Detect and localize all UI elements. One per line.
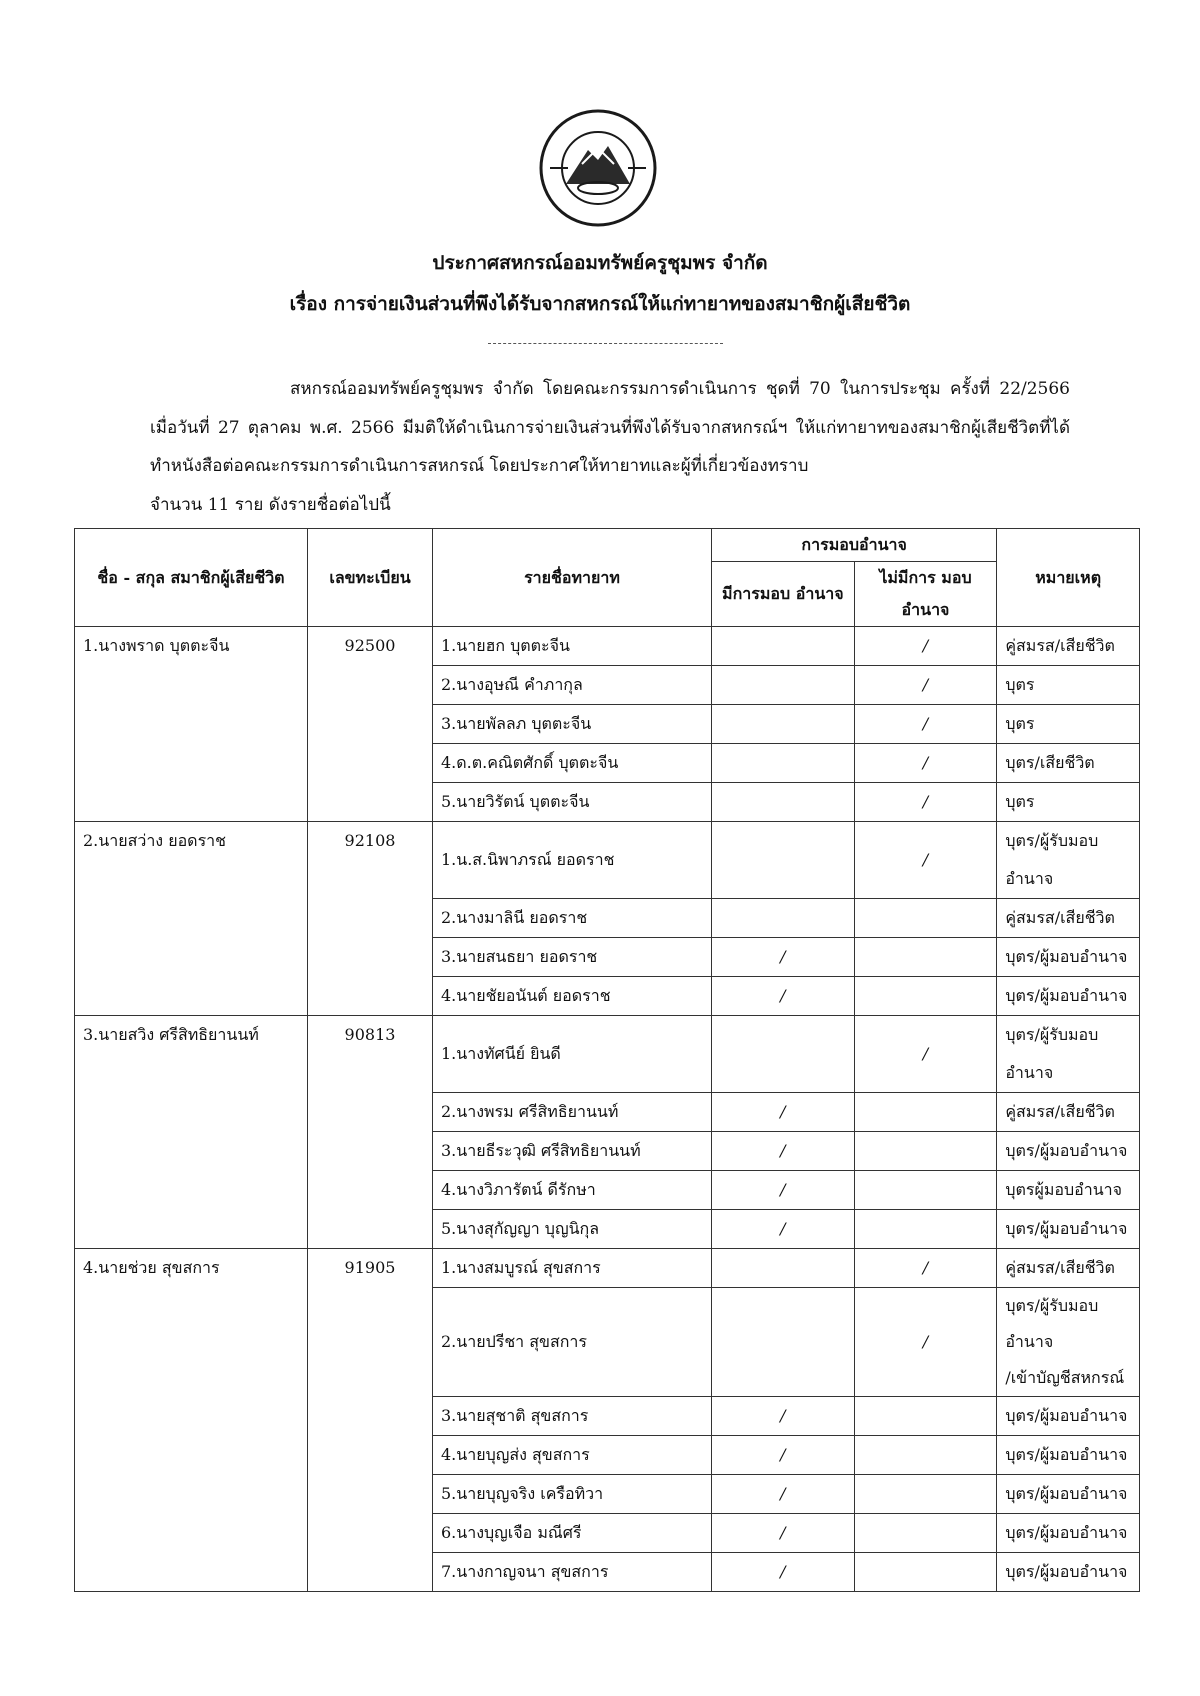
- table-row: [75, 1249, 1140, 1288]
- heir-remark: บุตร/ผู้มอบอำนาจ: [997, 1436, 1140, 1475]
- poa-no-mark: /: [854, 627, 997, 666]
- heir-remark: บุตร/ผู้มอบอำนาจ: [997, 1553, 1140, 1592]
- heir-name: 2.นางอุษณี คำภากุล: [433, 666, 712, 705]
- poa-yes-mark: [712, 899, 855, 938]
- heir-name: 3.นายสุชาติ สุขสการ: [433, 1397, 712, 1436]
- heir-remark: บุตร/ผู้รับมอบอำนาจ: [997, 822, 1140, 899]
- announcement-title: ประกาศสหกรณ์ออมทรัพย์ครูชุมพร จำกัด: [432, 252, 768, 274]
- poa-yes-mark: /: [712, 1436, 855, 1475]
- poa-yes-mark: [712, 666, 855, 705]
- cooperative-seal-logo: [538, 108, 658, 228]
- member-reg-no: 92108: [308, 822, 433, 1016]
- poa-no-mark: [854, 938, 997, 977]
- poa-yes-mark: [712, 1249, 855, 1288]
- member-name: 3.นายสวิง ศรีสิทธิยานนท์: [75, 1016, 308, 1249]
- heir-name: 2.นายปรีชา สุขสการ: [433, 1288, 712, 1397]
- announcement-subject: เรื่อง การจ่ายเงินส่วนที่พึงได้รับจากสหกรณ์ให้แก่ทายาทของสมาชิกผู้เสียชีวิต: [289, 293, 911, 315]
- member-name: 1.นางพราด บุตตะจีน: [75, 627, 308, 822]
- poa-no-mark: /: [854, 1016, 997, 1093]
- poa-yes-mark: /: [712, 1093, 855, 1132]
- heir-remark: บุตร/ผู้มอบอำนาจ: [997, 1475, 1140, 1514]
- header-poa-group: การมอบอำนาจ: [712, 529, 997, 562]
- poa-no-mark: /: [854, 705, 997, 744]
- heir-name: 1.น.ส.นิพาภรณ์ ยอดราช: [433, 822, 712, 899]
- header-member: ชื่อ - สกุล สมาชิกผู้เสียชีวิต: [75, 529, 308, 627]
- header-remark: หมายเหตุ: [997, 529, 1140, 627]
- heir-name: 3.นายสนธยา ยอดราช: [433, 938, 712, 977]
- header-heirs: รายชื่อทายาท: [433, 529, 712, 627]
- heir-name: 5.นางสุกัญญา บุญนิกุล: [433, 1210, 712, 1249]
- header-poa-no: ไม่มีการ มอบอำนาจ: [854, 562, 997, 627]
- poa-no-mark: [854, 1132, 997, 1171]
- poa-no-mark: /: [854, 1249, 997, 1288]
- member-reg-no: 90813: [308, 1016, 433, 1249]
- heir-name: 5.นายวิรัตน์ บุตตะจีน: [433, 783, 712, 822]
- member-name: 4.นายช่วย สุขสการ: [75, 1249, 308, 1592]
- poa-yes-mark: /: [712, 977, 855, 1016]
- table-row: [75, 627, 1140, 666]
- poa-yes-mark: /: [712, 938, 855, 977]
- heir-remark: บุตร/ผู้มอบอำนาจ: [997, 1397, 1140, 1436]
- heir-name: 1.นายฮก บุตตะจีน: [433, 627, 712, 666]
- heir-name: 3.นายพัลลภ บุตตะจีน: [433, 705, 712, 744]
- poa-no-mark: [854, 977, 997, 1016]
- heir-name: 2.นางพรม ศรีสิทธิยานนท์: [433, 1093, 712, 1132]
- heir-name: 4.นายชัยอนันต์ ยอดราช: [433, 977, 712, 1016]
- heir-name: 3.นายธีระวุฒิ ศรีสิทธิยานนท์: [433, 1132, 712, 1171]
- heir-remark: คู่สมรส/เสียชีวิต: [997, 1093, 1140, 1132]
- member-name: 2.นายสว่าง ยอดราช: [75, 822, 308, 1016]
- heir-remark: [997, 1288, 1140, 1397]
- poa-yes-mark: [712, 744, 855, 783]
- heir-name: 5.นายบุญจริง เครือทิวา: [433, 1475, 712, 1514]
- poa-yes-mark: [712, 822, 855, 899]
- poa-yes-mark: [712, 783, 855, 822]
- poa-yes-mark: /: [712, 1553, 855, 1592]
- heir-name: 1.นางทัศนีย์ ยินดี: [433, 1016, 712, 1093]
- heir-remark: บุตร/ผู้มอบอำนาจ: [997, 1132, 1140, 1171]
- poa-no-mark: [854, 1436, 997, 1475]
- heir-name: 7.นางกาญจนา สุขสการ: [433, 1553, 712, 1592]
- table-row: [75, 822, 1140, 899]
- poa-no-mark: [854, 1171, 997, 1210]
- heirs-table: [74, 528, 1140, 1592]
- heir-remark: บุตร/เสียชีวิต: [997, 744, 1140, 783]
- heir-name: 4.นายบุญส่ง สุขสการ: [433, 1436, 712, 1475]
- heir-remark: บุตร: [997, 783, 1140, 822]
- header-poa-yes: มีการมอบ อำนาจ: [712, 562, 855, 627]
- member-reg-no: 92500: [308, 627, 433, 822]
- heir-name: 1.นางสมบูรณ์ สุขสการ: [433, 1249, 712, 1288]
- heir-remark: บุตร: [997, 666, 1140, 705]
- header-reg-no: เลขทะเบียน: [308, 529, 433, 627]
- heir-remark-line1: บุตร/ผู้รับมอบอำนาจ: [1005, 1296, 1099, 1351]
- poa-yes-mark: /: [712, 1475, 855, 1514]
- poa-yes-mark: /: [712, 1210, 855, 1249]
- title-divider: [488, 343, 723, 344]
- heir-remark: บุตร/ผู้มอบอำนาจ: [997, 938, 1140, 977]
- heir-remark: บุตร/ผู้มอบอำนาจ: [997, 1210, 1140, 1249]
- poa-no-mark: [854, 1553, 997, 1592]
- poa-no-mark: /: [854, 744, 997, 783]
- poa-no-mark: [854, 1093, 997, 1132]
- body-paragraph: สหกรณ์ออมทรัพย์ครูชุมพร จำกัด โดยคณะกรรมการดำเนินการ ชุดที่ 70 ในการประชุม ครั้งที่ 22/2566 เมื่อวันที่ 27 ตุลาคม พ.ศ. 2566 มีมติให้ดำเนินการจ่ายเงินส่วนที่พึงได้รับจากสหกรณ์ฯ ให้แก่ทายาทของสมาชิกผู้เสียชีวิตที่ได้ทำหนังสือต่อคณะกรรมการดำเนินการสหกรณ์ โดยประกาศให้ทายาทและผู้ที่เกี่ยวข้องทราบ: [150, 379, 1070, 476]
- poa-no-mark: /: [854, 783, 997, 822]
- poa-no-mark: /: [854, 822, 997, 899]
- poa-no-mark: [854, 899, 997, 938]
- heir-remark-line2: /เข้าบัญชีสหกรณ์: [1005, 1368, 1125, 1387]
- member-reg-no: 91905: [308, 1249, 433, 1592]
- poa-no-mark: [854, 1397, 997, 1436]
- poa-no-mark: [854, 1210, 997, 1249]
- poa-no-mark: [854, 1514, 997, 1553]
- heir-remark: บุตรผู้มอบอำนาจ: [997, 1171, 1140, 1210]
- heir-remark: คู่สมรส/เสียชีวิต: [997, 627, 1140, 666]
- heir-remark: บุตร/ผู้รับมอบอำนาจ: [997, 1016, 1140, 1093]
- heir-name: 4.ด.ต.คณิตศักดิ์ บุตตะจีน: [433, 744, 712, 783]
- poa-yes-mark: /: [712, 1132, 855, 1171]
- poa-no-mark: [854, 1475, 997, 1514]
- heir-remark: คู่สมรส/เสียชีวิต: [997, 1249, 1140, 1288]
- poa-yes-mark: [712, 1288, 855, 1397]
- poa-yes-mark: [712, 1016, 855, 1093]
- poa-no-mark: /: [854, 666, 997, 705]
- heir-remark: บุตร/ผู้มอบอำนาจ: [997, 1514, 1140, 1553]
- heir-name: 6.นางบุญเจือ มณีศรี: [433, 1514, 712, 1553]
- announcement-body: [150, 370, 1070, 524]
- poa-yes-mark: /: [712, 1514, 855, 1553]
- body-paragraph-tail: จำนวน 11 ราย ดังรายชื่อต่อไปนี้: [150, 494, 391, 515]
- poa-yes-mark: [712, 705, 855, 744]
- heir-remark: คู่สมรส/เสียชีวิต: [997, 899, 1140, 938]
- poa-yes-mark: /: [712, 1171, 855, 1210]
- heir-name: 2.นางมาลินี ยอดราช: [433, 899, 712, 938]
- heir-remark: บุตร/ผู้มอบอำนาจ: [997, 977, 1140, 1016]
- heir-remark: บุตร: [997, 705, 1140, 744]
- heir-name: 4.นางวิภารัตน์ ดีรักษา: [433, 1171, 712, 1210]
- poa-no-mark: /: [854, 1288, 997, 1397]
- table-row: [75, 1016, 1140, 1093]
- poa-yes-mark: /: [712, 1397, 855, 1436]
- poa-yes-mark: [712, 627, 855, 666]
